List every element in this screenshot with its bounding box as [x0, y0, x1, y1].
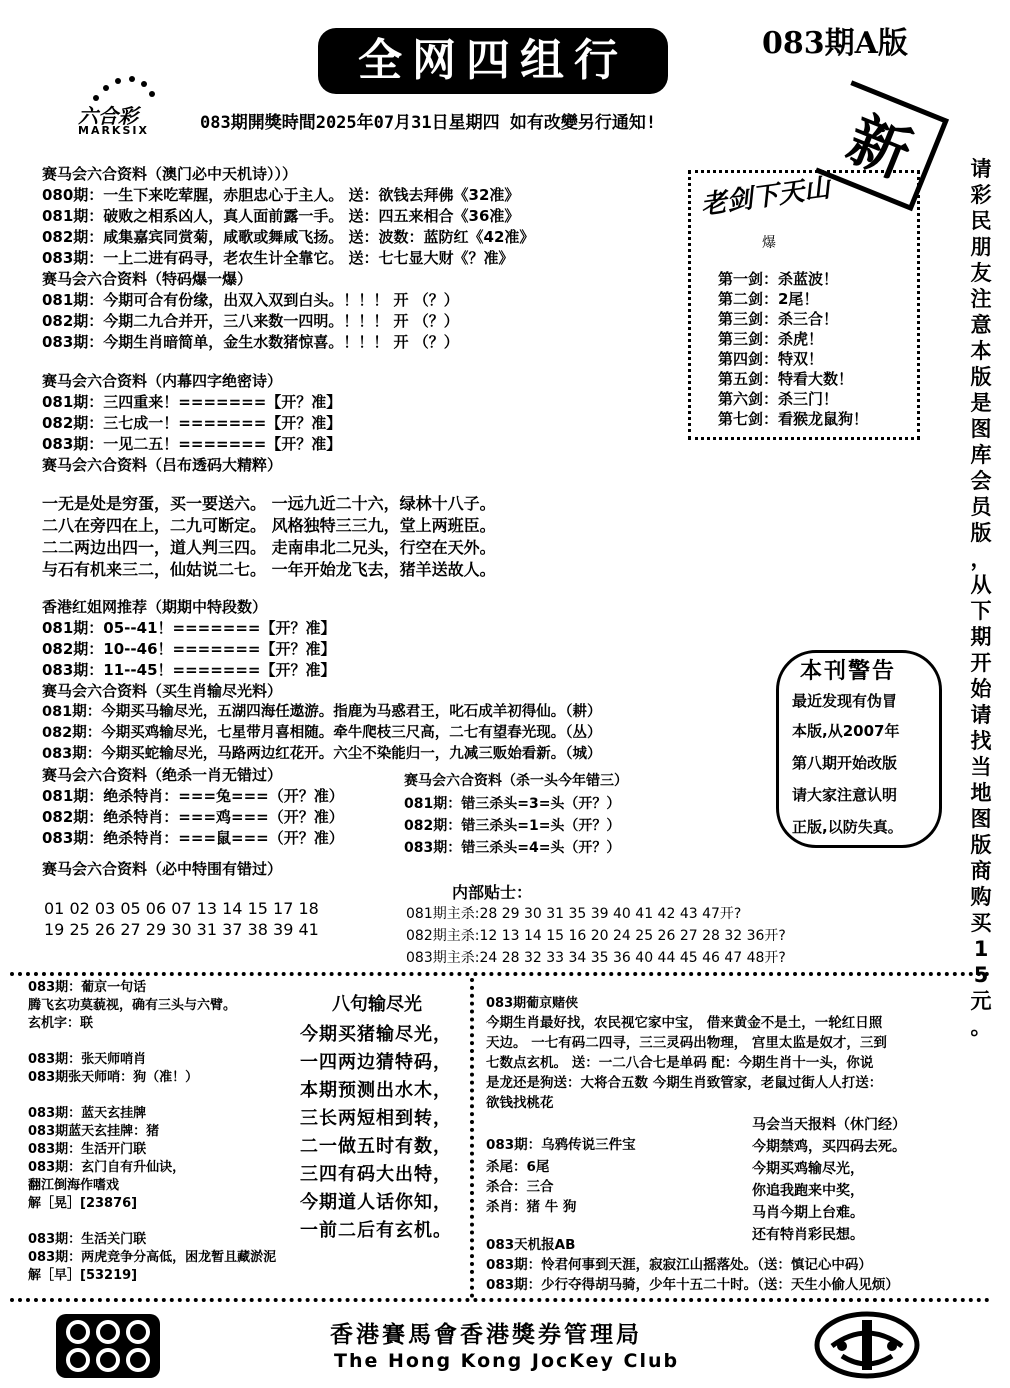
- footer-cn: 香港賽馬會香港獎券管理局: [330, 1321, 642, 1348]
- list-item: 今期生肖最好找，农民视它家中宝， 借来黄金不是土，一轮红日照: [486, 1015, 883, 1031]
- list-item: 请大家注意认明: [792, 786, 898, 804]
- section-title: 赛马会六合资料（买生肖输尽光料）: [42, 682, 283, 700]
- list-item: 081期：今期买马输尽光，五湖四海任遨游。指鹿为马惑君王，叱石成羊初得仙。（耕）: [42, 704, 602, 720]
- list-item: 天边。 一七有码二四寻，三三灵码出物理， 宫里太监是奴才，三到: [486, 1035, 887, 1051]
- sword-subtitle: 爆: [762, 235, 776, 251]
- list-item: 083期：一见二五！=======【开？准】: [42, 435, 342, 453]
- list-item: 今期买鸡输尽光，: [752, 1161, 864, 1177]
- list-item: 今期道人话你知，: [300, 1192, 452, 1213]
- sword-title: 老剑下天山: [698, 173, 832, 221]
- list-item: 第三剑：杀三合！: [718, 310, 839, 328]
- list-item: 杀合：三合: [486, 1179, 554, 1195]
- list-item: 最近发现有伪冒: [792, 692, 898, 710]
- list-item: 二二两边出四一，道人判三四。 走南串北二兄头，行空在天外。: [42, 538, 496, 557]
- list-item: 本版,从2007年: [792, 722, 900, 740]
- list-item: 081期：05--41！=======【开？准】: [42, 619, 336, 637]
- list-item: 与石有机来三二，仙姑说二七。 一年开始龙飞去，猪羊送故人。: [42, 560, 496, 579]
- list-item: 今期禁鸡，买四码去死。: [752, 1139, 906, 1155]
- list-item: 一无是处是穷蛋，买一要送六。 一远九近二十六，绿林十八子。: [42, 494, 496, 513]
- list-item: 083期：两虎竞争分高低，困龙暂且藏淤泥: [28, 1250, 277, 1265]
- vertical-notice: 请 彩 民 朋 友 注 意 本 版 是 图 库 会 员 版 ， 从 下 期 开 始 请 找 当 地 图 版 商 购 买 1 5 元 。: [970, 157, 992, 1039]
- list-item: 083期主杀:24 28 32 33 34 35 36 40 44 45 46 47 48开?: [406, 950, 786, 966]
- section-title: 083期葡京赌侠: [486, 996, 579, 1011]
- list-item: 马肖今期上台难。: [752, 1205, 864, 1221]
- jockey-club-knot-icon: [56, 1314, 160, 1378]
- page-title: 全网四组行: [358, 35, 628, 86]
- logo-dots-icon: [88, 72, 158, 102]
- section-title: 083天机报AB: [486, 1237, 576, 1253]
- footer-en: The Hong Kong JocKey Club: [334, 1350, 680, 1372]
- eight-title: 八句输尽光: [332, 994, 422, 1015]
- section-title: 赛马会六合资料（必中特围有错过）: [42, 860, 283, 878]
- list-item: 第三剑：杀虎！: [718, 330, 824, 348]
- jockey-club-emblem-icon: [812, 1310, 922, 1380]
- list-item: 082期主杀:12 13 14 15 16 20 24 25 26 27 28 32 36开?: [406, 928, 786, 944]
- section-title: 赛马会六合资料（特码爆一爆）: [42, 270, 253, 288]
- list-item: 正版,以防失真。: [792, 818, 903, 836]
- list-item: 第五剑：特看大数！: [718, 370, 854, 388]
- list-item: 082期：错三杀头=1=头（开？）: [404, 818, 621, 834]
- list-item: 玄机字：联: [28, 1016, 94, 1031]
- list-item: 083期：葡京一句话: [28, 980, 147, 995]
- list-item: 083期蓝天玄挂牌：猪: [28, 1124, 160, 1139]
- list-item: 还有特肖彩民想。: [752, 1227, 864, 1243]
- list-item: 第四剑：特双！: [718, 350, 824, 368]
- section-title: 马会当天报料（休门经）: [752, 1117, 906, 1133]
- list-item: 腾飞玄功莫藐视，确有三头与六臂。: [28, 998, 237, 1013]
- list-item: 第八期开始改版: [792, 754, 898, 772]
- list-item: 083期：今期买蛇输尽光，马路两边红花开。六尘不染能归一，九减三贩始看新。（城）: [42, 746, 602, 762]
- list-item: 你追我跑来中奖，: [752, 1183, 864, 1199]
- list-item: 081期：错三杀头=3=头（开？）: [404, 796, 621, 812]
- list-item: 杀尾：6尾: [486, 1159, 550, 1175]
- list-item: 082期：咸集嘉宾同赏菊，咸歌或舞咸飞扬。 送：波数：蓝防红《42准》: [42, 228, 535, 246]
- draw-notice: 083期開獎時間2025年07月31日星期四 如有改變另行通知!: [200, 113, 657, 133]
- list-item: 083期：错三杀头=4=头（开？）: [404, 840, 621, 856]
- list-item: 三四有码大出特，: [300, 1164, 452, 1185]
- list-item: 082期：今期二九合并开，三八来数一四明。！！！ 开 （？）: [42, 312, 459, 330]
- section-title: 赛马会六合资料（吕布透码大精粹）: [42, 456, 283, 474]
- title-banner: [318, 28, 668, 94]
- list-item: 解［早］[53219]: [28, 1268, 138, 1283]
- list-item: 二一做五时有数，: [300, 1136, 452, 1157]
- list-item: 083期：怜君何事到天涯，寂寂江山摇落处。（送：慎记心中码）: [486, 1257, 872, 1273]
- section-title: 赛马会六合资料（绝杀一肖无错过）: [42, 766, 283, 784]
- list-item: 第七剑：看猴龙鼠狗！: [718, 410, 869, 428]
- warning-title: 本刊警告: [800, 659, 897, 684]
- list-item: 081期：破败之相系凶人，真人面前露一手。 送：四五来相合《36准》: [42, 207, 520, 225]
- section-title: 内部贴士：: [452, 883, 533, 902]
- list-item: 二八在旁四在上，二九可断定。 风格独特三三九，堂上两班臣。: [42, 516, 496, 535]
- list-item: 082期：三七成一！=======【开？准】: [42, 414, 342, 432]
- list-item: 081期主杀:28 29 30 31 35 39 40 41 42 43 47开?: [406, 906, 742, 922]
- number-row: 01 02 03 05 06 07 13 14 15 17 18: [44, 899, 319, 918]
- list-item: 欲钱找桃花: [486, 1095, 554, 1111]
- list-item: 083期：蓝天玄挂牌: [28, 1106, 147, 1121]
- list-item: 082期：绝杀特肖：===鸡===（开？准）: [42, 808, 344, 826]
- list-item: 083期：玄门自有升仙诀，: [28, 1160, 186, 1175]
- list-item: 080期：一生下来吃荤腥，赤胆忠心于主人。 送：欲钱去拜佛《32准》: [42, 186, 520, 204]
- list-item: 是龙还是狗送：大将合五数 今期生肖致管家，老鼠过街人人打送：: [486, 1075, 883, 1091]
- list-item: 一前二后有玄机。: [300, 1220, 452, 1241]
- list-item: 083期张天师哨：狗（准！）: [28, 1070, 199, 1085]
- divider: [470, 978, 474, 1298]
- list-item: 杀肖：猪 牛 狗: [486, 1199, 577, 1215]
- section-title: 赛马会六合资料（内幕四字绝密诗）: [42, 372, 283, 390]
- list-item: 第二剑：2尾！: [718, 290, 819, 308]
- section-title: 083期：乌鸦传说三件宝: [486, 1137, 636, 1153]
- issue-label: 083期A版: [762, 26, 908, 61]
- list-item: 083期：生活关门联: [28, 1232, 147, 1247]
- mark-six-logo: 六合彩: [78, 104, 138, 128]
- list-item: 本期预测出水木，: [300, 1080, 452, 1101]
- list-item: 第六剑：杀三门！: [718, 390, 839, 408]
- divider: [10, 1298, 990, 1302]
- list-item: 083期：少行夺得胡马骑，少年十五二十时。（送：天生小偷人见烦）: [486, 1277, 899, 1293]
- divider: [10, 972, 990, 976]
- list-item: 083期：今期生肖暗简单，金生水数猪惊喜。！！！ 开 （？）: [42, 333, 459, 351]
- list-item: 今期买猪输尽光，: [300, 1024, 452, 1045]
- number-row: 19 25 26 27 29 30 31 37 38 39 41: [44, 920, 319, 939]
- list-item: 083期：11--45！=======【开？准】: [42, 661, 336, 679]
- list-item: 083期：张天师哨肖: [28, 1052, 147, 1067]
- list-item: 082期：今期买鸡输尽光，七星带月喜相随。牵牛爬枝三尺高，二七有望春光现。（丛）: [42, 725, 602, 741]
- list-item: 七数点玄机。 送：一二八合七是单码 配：今期生肖十一头，你说: [486, 1055, 874, 1071]
- list-item: 083期：生活开门联: [28, 1142, 147, 1157]
- list-item: 082期：10--46！=======【开？准】: [42, 640, 336, 658]
- list-item: 第一剑：杀蓝波！: [718, 270, 839, 288]
- list-item: 翻江倒海作嗜戏: [28, 1178, 120, 1193]
- list-item: 083期：一上二进有码寻，老农生计全靠它。 送：七七显大财《？准》: [42, 249, 514, 267]
- section-title: 赛马会六合资料（澳门必中天机诗）））: [42, 165, 298, 183]
- list-item: 081期：今期可合有份缘，出双入双到白头。！！！ 开 （？）: [42, 291, 459, 309]
- list-item: 081期：三四重来！=======【开？准】: [42, 393, 342, 411]
- list-item: 三长两短相到转，: [300, 1108, 452, 1129]
- stamp-text: 新: [837, 104, 920, 192]
- section-title: 香港红姐网推荐（期期中特段数）: [42, 598, 268, 616]
- list-item: 解［晃］[23876]: [28, 1196, 138, 1211]
- list-item: 081期：绝杀特肖：===兔===（开？准）: [42, 787, 344, 805]
- section-title: 赛马会六合资料（杀一头今年错三）: [404, 773, 628, 789]
- list-item: 083期：绝杀特肖：===鼠===（开？准）: [42, 829, 344, 847]
- list-item: 一四两边猜特码，: [300, 1052, 452, 1073]
- mark-six-logo-sub: MARKSIX: [78, 124, 149, 137]
